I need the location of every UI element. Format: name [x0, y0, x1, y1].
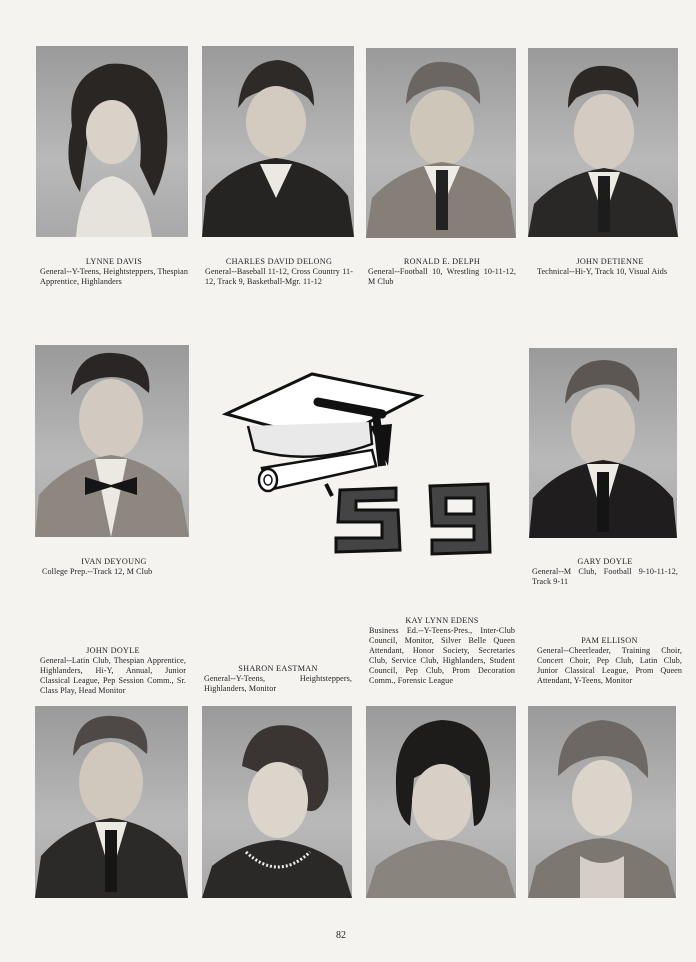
student-activities: College Prep.--Track 12, M Club — [42, 567, 153, 576]
portrait-john-detienne — [528, 48, 678, 237]
student-activities: General--Y-Teens, Heightsteppers, Thespian Apprentice, Highlanders — [40, 267, 188, 286]
caption-sharon-eastman — [204, 664, 352, 694]
graduation-cap-59-emblem — [222, 370, 494, 562]
caption-lynne-davis — [40, 257, 188, 287]
portrait-charles-david-delong — [202, 46, 354, 237]
page-number: 82 — [336, 930, 346, 941]
portrait-gary-doyle — [529, 348, 677, 538]
caption-john-detienne — [537, 257, 683, 277]
student-activities: General--Baseball 11-12, Cross Country 11-12, Track 9, Basketball-Mgr. 11-12 — [205, 267, 353, 286]
caption-kay-lynn-edens — [369, 616, 515, 686]
student-name: KAY LYNN EDENS — [405, 616, 479, 625]
caption-john-doyle — [40, 646, 186, 696]
student-activities: General--Latin Club, Thespian Apprentice, Highlanders, Hi-Y, Annual, Junior Classical League, Pep Session Comm., Sr. Class Play, Head Monitor — [40, 656, 186, 695]
student-name: LYNNE DAVIS — [85, 257, 143, 266]
caption-gary-doyle — [532, 557, 678, 587]
student-name: GARY DOYLE — [577, 557, 633, 566]
student-name: IVAN DEYOUNG — [81, 557, 147, 566]
portrait-pam-ellison — [528, 706, 676, 898]
caption-ronald-e-delph — [368, 257, 516, 287]
student-name: SHARON EASTMAN — [238, 664, 318, 673]
student-activities: Business Ed.--Y-Teens-Pres., Inter-Club Council, Monitor, Silver Belle Queen Attendant, Honor Society, Secretaries Club, Service Club, Highlanders, Student Council, Pep Club, Prom Decoration Comm., Forensic League — [369, 626, 515, 685]
portrait-kay-lynn-edens — [366, 706, 516, 898]
student-activities: General--Cheerleader, Training Choir, Concert Choir, Pep Club, Latin Club, Junior Classical League, Prom Queen Attendant, Y-Teens, Monitor — [537, 646, 682, 685]
caption-pam-ellison — [537, 636, 682, 686]
student-activities: General--Football 10, Wrestling 10-11-12, M Club — [368, 267, 516, 286]
student-name: JOHN DETIENNE — [576, 257, 644, 266]
student-name: RONALD E. DELPH — [403, 257, 481, 266]
student-name: PAM ELLISON — [581, 636, 638, 645]
student-activities: General--M Club, Football 9-10-11-12, Track 9-11 — [532, 567, 678, 586]
year-59-text — [326, 484, 490, 554]
portrait-sharon-eastman — [202, 706, 352, 898]
portrait-ronald-e-delph — [366, 48, 516, 238]
caption-ivan-deyoung — [42, 557, 186, 577]
student-name: CHARLES DAVID DELONG — [225, 257, 333, 266]
caption-charles-david-delong — [205, 257, 353, 287]
mortarboard-icon — [226, 374, 420, 466]
portrait-ivan-deyoung — [35, 345, 189, 537]
student-activities: Technical--Hi-Y, Track 10, Visual Aids — [537, 267, 668, 276]
portrait-john-doyle — [35, 706, 188, 898]
student-activities: General--Y-Teens, Heightsteppers, Highlanders, Monitor — [204, 674, 352, 693]
portrait-lynne-davis — [36, 46, 188, 237]
student-name: JOHN DOYLE — [86, 646, 140, 655]
